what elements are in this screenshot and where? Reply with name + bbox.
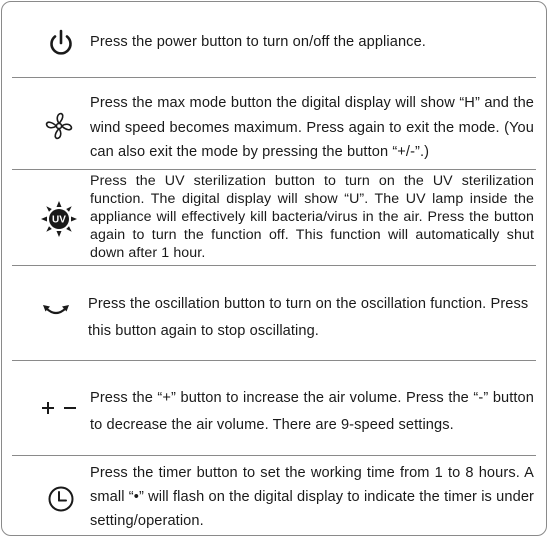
power-icon <box>46 28 76 58</box>
plus-minus-icon <box>40 399 78 417</box>
instruction-text: Press the power button to turn on/off the appliance. <box>90 34 426 50</box>
instruction-text: Press the oscillation button to turn on the oscillation function. Press this button again to stop oscillating. <box>88 296 529 339</box>
timer-clock-icon <box>46 484 76 514</box>
fan-max-mode-icon <box>44 111 74 141</box>
uv-icon-label: UV <box>52 214 66 226</box>
instruction-text: Press the timer button to set the working time from 1 to 8 hours. A small “•” will flash on the digital display to indicate the timer is under setting/operation. <box>90 465 534 529</box>
instruction-text: Press the “+” button to increase the air volume. Press the “-” button to decrease the air volume. There are 9-speed settings. <box>90 390 534 433</box>
instruction-row-plus-minus <box>2 360 546 455</box>
instruction-text: Press the UV sterilization button to turn on the UV sterilization function. The digital display will show “U”. The UV lamp inside the appliance will effectively kill bacteria/virus in the air. Press the button again to turn the function off. This function will automatically shut down after 1 hour. <box>90 173 534 261</box>
uv-sterilization-icon <box>40 200 78 238</box>
oscillation-icon <box>42 300 70 322</box>
instruction-text: Press the max mode button the digital display will show “H” and the wind speed becomes maximum. Press again to exit the mode. (You can also exit the mode by pressing the button “+/-”.) <box>90 95 534 160</box>
instruction-row-oscillation <box>2 265 546 360</box>
instruction-panel <box>1 1 547 536</box>
instruction-row-timer <box>2 455 546 536</box>
instruction-row-max-mode <box>2 78 546 170</box>
instruction-row-power <box>2 2 546 78</box>
instruction-row-uv <box>2 170 546 265</box>
